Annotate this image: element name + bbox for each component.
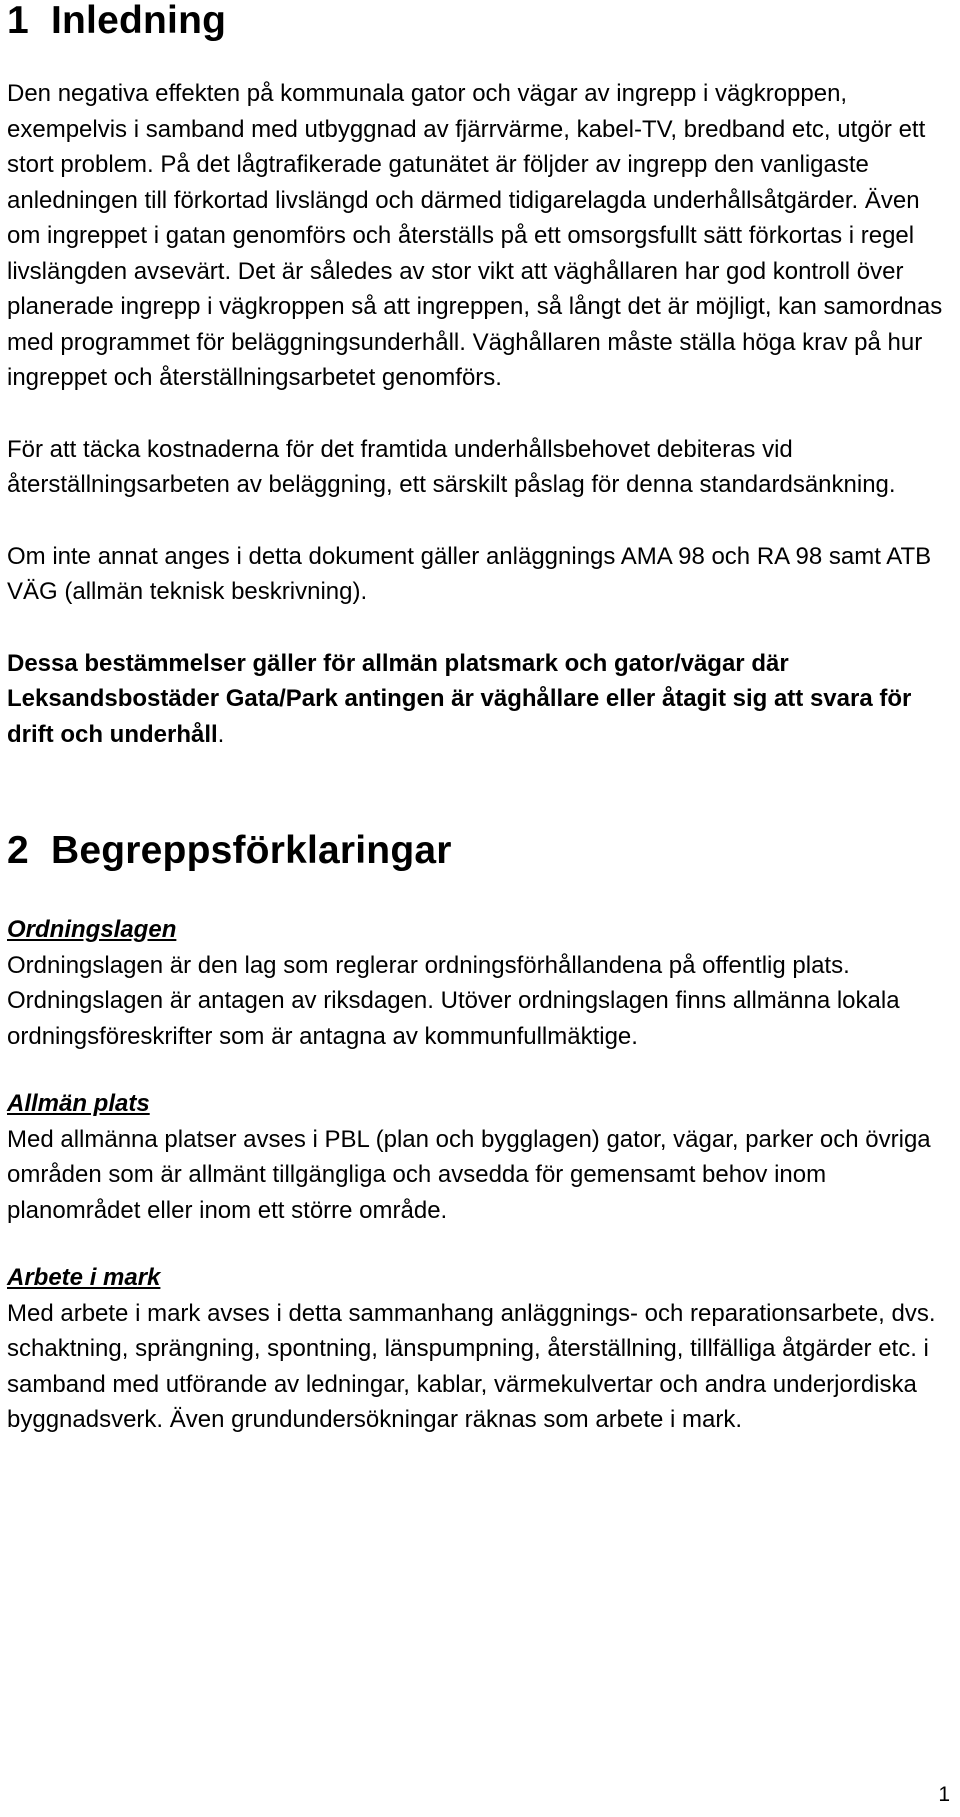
paragraph: För att täcka kostnaderna för det framtida underhållsbehovet debiteras vid återställningsarbeten av beläggning, ett särskilt påslag för denna standardsänkning. xyxy=(7,435,896,498)
term-definition: Med allmänna platser avses i PBL (plan och bygglagen) gator, vägar, parker och övriga områden som är allmänt tillgängliga och avsedda för gemensamt behov inom planområdet eller inom ett större område. xyxy=(7,1125,931,1224)
term-heading: Arbete i mark xyxy=(7,1264,161,1291)
document-content xyxy=(7,0,952,1438)
bold-statement: Dessa bestämmelser gäller för allmän platsmark och gator/vägar där Leksandsbostäder Gata/Park antingen är väghållare eller åtagit sig att svara för drift och underhåll xyxy=(7,649,912,748)
section-title: Inledning xyxy=(51,0,227,42)
bold-statement-period: . xyxy=(217,720,225,748)
paragraph: Om inte annat anges i detta dokument gäller anläggnings AMA 98 och RA 98 samt ATB VÄG (allmän teknisk beskrivning). xyxy=(7,542,932,605)
section-number: 1 xyxy=(7,0,29,42)
page-number: 1 xyxy=(938,1783,950,1806)
term-definition: Med arbete i mark avses i detta sammanhang anläggnings- och reparationsarbete, dvs. schaktning, sprängning, spontning, länspumpning, återställning, tillfälliga åtgärder etc. i samband med utförande av ledningar, kablar, värmekulvertar och andra underjordiska byggnadsverk. Även grundundersökningar räknas som arbete i mark. xyxy=(7,1299,936,1433)
paragraph: Den negativa effekten på kommunala gator och vägar av ingrepp i vägkroppen, exempelvis i samband med utbyggnad av fjärrvärme, kabel-TV, bredband etc, utgör ett stort problem. På det lågtrafikerade gatunätet är följder av ingrepp den vanligaste anledningen till förkortad livslängd och därmed tidigarelagda underhållsåtgärder. Även om ingreppet i gatan genomförs och återställs på ett omsorgsfullt sätt förkortas i regel livslängden avsevärt. Det är således av stor vikt att väghållaren har god kontroll över planerade ingrepp i vägkroppen så att ingreppen, så långt det är möjligt, kan samordnas med programmet för beläggningsunderhåll. Väghållaren måste ställa höga krav på hur ingreppet och återställningsarbetet genomförs. xyxy=(7,80,943,391)
section-heading-1 xyxy=(7,0,952,42)
section-title: Begreppsförklaringar xyxy=(51,829,452,872)
section-number: 2 xyxy=(7,829,29,872)
term-heading: Allmän plats xyxy=(7,1090,150,1117)
bold-paragraph xyxy=(7,646,952,753)
term-heading: Ordningslagen xyxy=(7,916,177,943)
section-heading-2 xyxy=(7,830,952,872)
term-definition: Ordningslagen är den lag som reglerar ordningsförhållandena på offentlig plats. Ordningslagen är antagen av riksdagen. Utöver ordningslagen finns allmänna lokala ordningsföreskrifter som är antagna av kommunfullmäktige. xyxy=(7,951,900,1050)
